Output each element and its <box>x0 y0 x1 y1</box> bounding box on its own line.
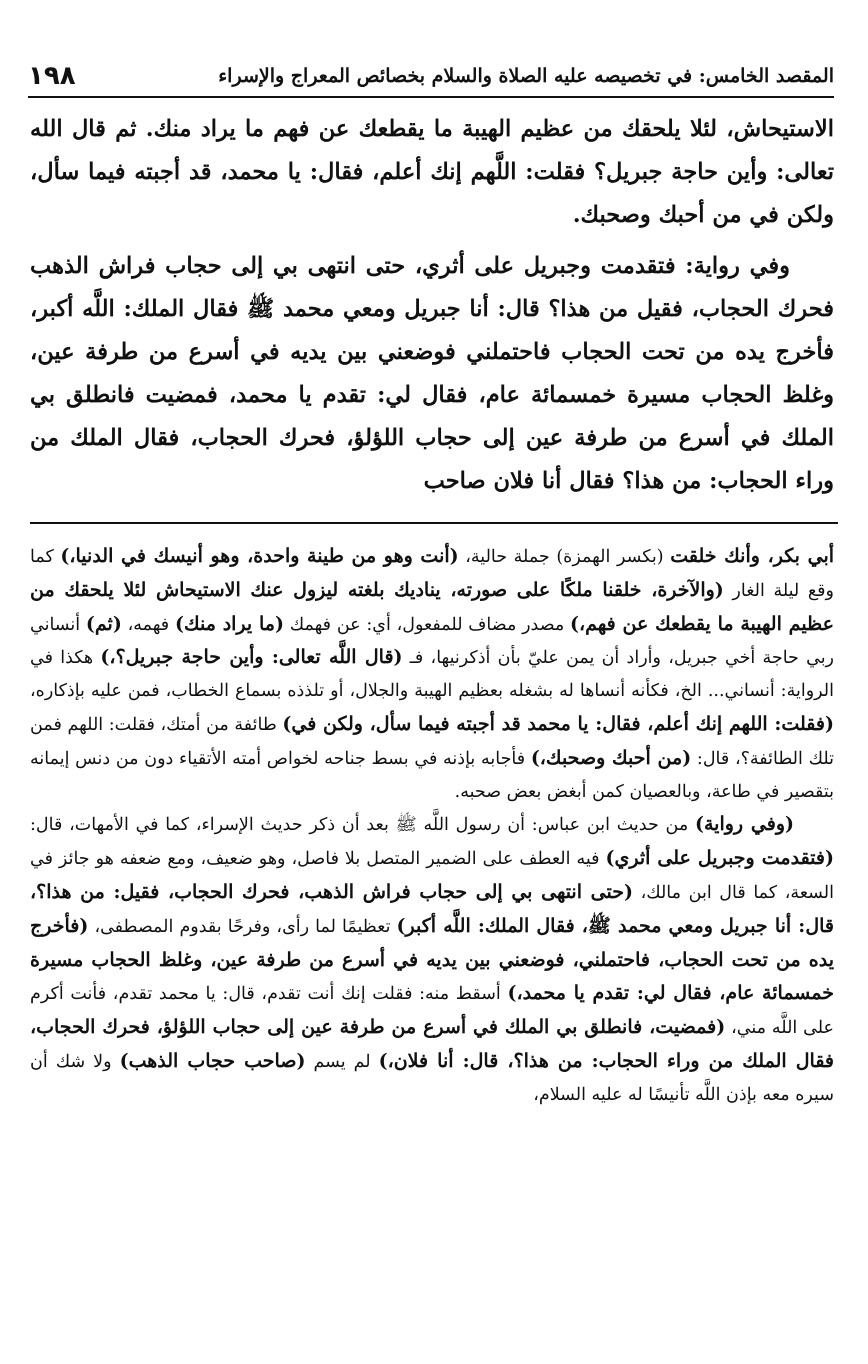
quoted-text: (فقلت: اللهم إنك أعلم، فقال: يا محمد قد أجبته فيما سأل، ولكن في) <box>282 712 834 735</box>
commentary-text: تعظيمًا لما رأى، وفرحًا بقدوم المصطفى، <box>88 916 397 937</box>
quoted-text: (فمضيت، فانطلق بي الملك في أسرع من طرفة عين إلى حجاب اللؤلؤ، فحرك الحجاب، فقال الملك من وراء الحجاب: من هذا؟، قال: أنا فلان،) <box>30 1016 835 1072</box>
page-number: ١٩٨ <box>28 61 76 91</box>
page-header <box>28 56 834 98</box>
commentary-text: لم يسم <box>305 1051 379 1072</box>
commentary <box>30 540 834 1112</box>
commentary-text: أنساني ربي حاجة أخي جبريل، وأراد أن يمن عليّ بأن أذكرنيها، فـ <box>30 614 835 669</box>
main-text <box>30 108 834 503</box>
quoted-text: (فأخرج يده من تحت الحجاب، فاحتملني، فوضعني بين يديه في أسرع من طرفة عين، وغلظ الحجاب مسيرة خمسمائة عام، فقال لي: تقدم يا محمد،) <box>30 914 834 1005</box>
commentary-text: فهمه، <box>121 614 175 635</box>
quoted-text: (صاحب حجاب الذهب) <box>119 1049 306 1072</box>
commentary-paragraph-1 <box>30 540 834 808</box>
commentary-paragraph-2 <box>30 808 834 1111</box>
commentary-text: (بكسر الهمزة) جملة حالية، <box>458 547 671 567</box>
main-paragraph-1: الاستيحاش، لئلا يلحقك من عظيم الهيبة ما يقطعك عن فهم ما يراد منك. ثم قال الله تعالى: وأين حاجة جبريل؟ فقلت: اللَّهم إنك أعلم، فقال: يا محمد، قد أجبته فيما سأل، ولكن في من أحبك وصحبك. <box>30 116 834 228</box>
quoted-text: (حتى انتهى بي إلى حجاب فراش الذهب، فحرك الحجاب، فقيل: من هذا؟، قال: أنا جبريل ومعي محمد ﷺ، فقال الملك: اللَّه أكبر) <box>30 880 834 937</box>
quoted-text: أبي بكر، وأنك خلقت <box>670 545 835 567</box>
commentary-text: مصدر مضاف للمفعول، أي: عن فهمك <box>283 614 571 635</box>
footnote-divider <box>30 522 838 524</box>
commentary-text: طائفة من أمتك، فقلت: اللهم فمن تلك الطائفة؟، قال: <box>30 714 834 769</box>
quoted-text: (أنت وهو من طينة واحدة، وهو أنيسك في الدنيا،) <box>60 545 459 567</box>
commentary-text: أسقط منه: فقلت إنك أنت تقدم، قال: يا محمد تقدم، فأنت أكرم على اللَّه مني، <box>30 984 834 1039</box>
quoted-text: (فتقدمت وجبريل على أثري) <box>605 847 834 870</box>
commentary-text: فيه العطف على الضمير المتصل بلا فاصل، وهو ضعيف، ومع ضعفه هو جائز في السعة، كما قال ابن مالك، <box>30 849 834 903</box>
commentary-text: كما وقع ليلة الغار <box>30 547 834 601</box>
quoted-text: (ثم) <box>85 612 122 635</box>
commentary-text: ولا شك أن سيره معه بإذن اللَّه تأنيسًا له عليه السلام، <box>30 1051 834 1105</box>
main-paragraph-2: وفي رواية: فتقدمت وجبريل على أثري، حتى انتهى بي إلى حجاب فراش الذهب فحرك الحجاب، فقيل من هذا؟ قال: أنا جبريل ومعي محمد ﷺ فقال الملك: اللَّه أكبر، فأخرج يده من تحت الحجاب فاحتملني فوضعني بين يديه في أسرع من طرفة عين، وغلظ الحجاب مسيرة خمسمائة عام، فقال لي: تقدم يا محمد، فمضيت فانطلق بي الملك في أسرع من طرفة عين إلى حجاب اللؤلؤ، فحرك الحجاب، فقال الملك من وراء الحجاب: من هذا؟ فقال أنا فلان صاحب <box>30 253 834 494</box>
commentary-text: فأجابه بإذنه في بسط جناحه لخواص أمته الأتقياء دون من دنس إيمانه بتقصير في طاعة، وبالعصيان كمن أبغض بعض صحبه. <box>30 748 834 802</box>
quoted-text: (والآخرة، خلقنا ملكًا على صورته، يناديك بلغته ليزول عنك الاستيحاش لئلا يلحقك من عظيم الهيبة ما يقطعك عن فهم،) <box>30 578 834 635</box>
quoted-text: (ما يراد منك) <box>174 612 284 635</box>
quoted-text: (من أحبك وصحبك،) <box>530 746 692 769</box>
quoted-text: (وفي رواية) <box>695 813 794 836</box>
running-title: المقصد الخامس: في تخصيصه عليه الصلاة والسلام بخصائص المعراج والإسراء <box>218 65 834 87</box>
quoted-text: (قال اللَّه تعالى: وأين حاجة جبريل؟،) <box>100 646 403 669</box>
commentary-text: هكذا في الرواية: أنساني... الخ، فكأنه أنساها له بشغله بعظيم الهيبة والجلال، أو تلذذه بسماع الخطاب، فمن عليه بإذكاره، <box>30 648 834 702</box>
commentary-text: من حديث ابن عباس: أن رسول اللَّه ﷺ بعد أن ذكر حديث الإسراء، كما في الأمهات، قال: <box>30 815 695 836</box>
